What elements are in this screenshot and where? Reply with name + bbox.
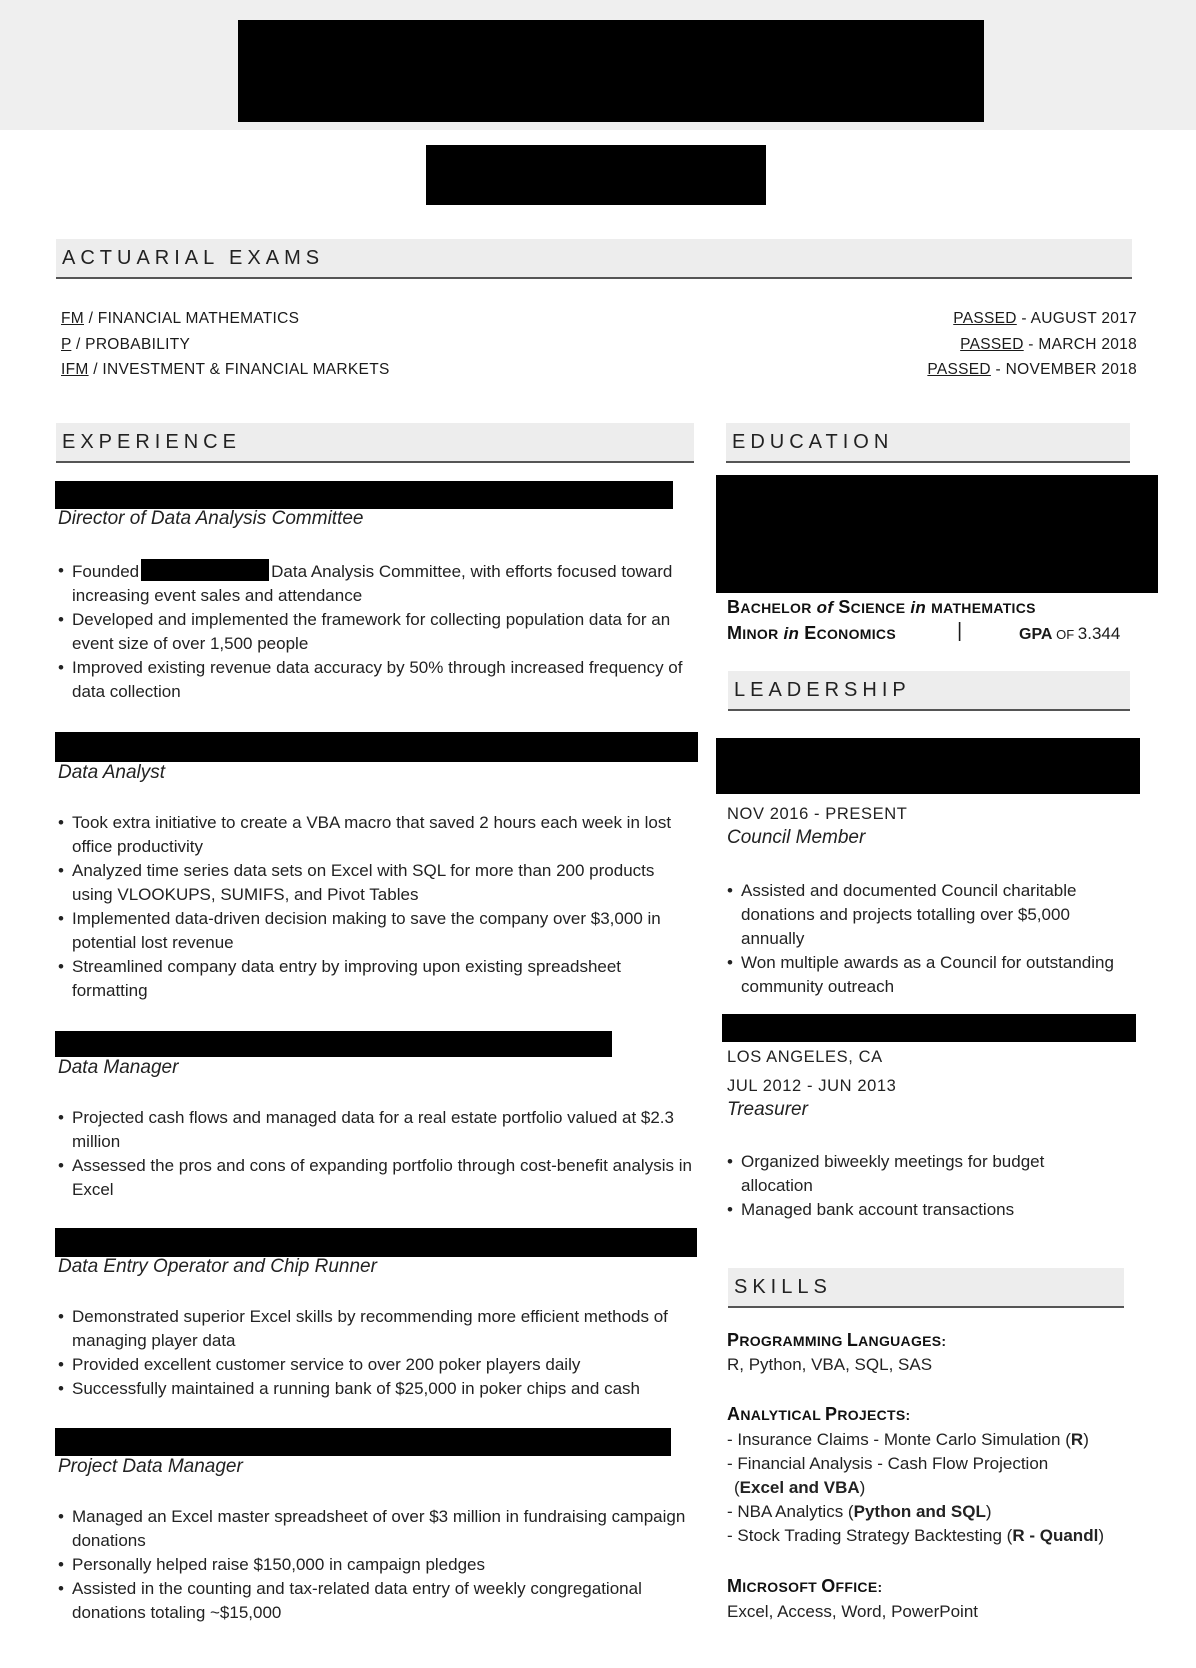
redacted-contact <box>426 145 766 205</box>
job-bullets <box>58 559 698 704</box>
minor-initial: E <box>804 623 817 643</box>
minor-in: in <box>778 624 805 643</box>
gpa <box>1019 624 1120 644</box>
exams-heading: ACTUARIAL EXAMS <box>56 239 1132 279</box>
exam-row-ifm <box>61 358 1137 382</box>
leadership-dates: JUL 2012 - JUN 2013 <box>727 1077 897 1095</box>
list-item: • Managed an Excel master spreadsheet of over $3 million in fundraising campaign donations <box>58 1505 698 1553</box>
project-item <box>727 1428 1089 1452</box>
list-item: • Took extra initiative to create a VBA macro that saved 2 hours each week in lost office productivity <box>58 811 698 859</box>
degree-initial: S <box>838 597 851 617</box>
project-text: ) <box>859 1478 866 1497</box>
degree-word: ACHELOR <box>740 600 812 616</box>
redacted-employer <box>55 481 673 509</box>
projects-heading <box>727 1404 911 1425</box>
list-item: • Organized biweekly meetings for budget allocation <box>727 1150 1117 1198</box>
job-role: Project Data Manager <box>58 1456 243 1477</box>
list-item: • Managed bank account transactions <box>727 1198 1117 1222</box>
project-text: - Insurance Claims - Monte Carlo Simulation ( <box>727 1430 1071 1449</box>
job-role: Data Entry Operator and Chip Runner <box>58 1256 377 1277</box>
exam-status: PASSED <box>960 336 1024 353</box>
redacted-organization <box>722 1014 1136 1042</box>
job-role: Data Manager <box>58 1057 179 1078</box>
leadership-title: Treasurer <box>727 1099 808 1120</box>
exam-row-p <box>61 333 1137 357</box>
exam-code: FM <box>61 310 84 327</box>
degree-in: in <box>905 598 932 617</box>
heading-initial: A <box>727 1404 741 1424</box>
project-text: ) <box>1083 1430 1089 1449</box>
heading-word: ICROSOFT <box>742 1579 822 1595</box>
leadership-title: Council Member <box>727 827 866 848</box>
list-item <box>58 559 698 608</box>
list-item: • Projected cash flows and managed data for a real estate portfolio valued at $2.3 million <box>58 1106 698 1154</box>
heading-initial: L <box>846 1330 859 1350</box>
redacted-organization <box>716 738 1140 794</box>
heading-word: FFICE: <box>835 1579 883 1595</box>
experience-heading: EXPERIENCE <box>56 423 694 463</box>
degree-word: CIENCE <box>850 600 906 616</box>
exam-code: P <box>61 336 72 353</box>
project-text: ) <box>1098 1526 1104 1545</box>
education-heading: EDUCATION <box>726 423 1130 463</box>
office-apps: Excel, Access, Word, PowerPoint <box>727 1602 979 1621</box>
redacted-school <box>716 475 1158 593</box>
project-tool: Excel and VBA <box>739 1478 860 1497</box>
exam-row-fm <box>61 307 1137 331</box>
heading-word: NALYTICAL <box>740 1407 825 1423</box>
list-item: • Developed and implemented the framework for collecting population data for an event size of over 1,500 people <box>58 608 698 656</box>
list-item: • Won multiple awards as a Council for outstanding community outreach <box>727 951 1127 999</box>
heading-word: ROGRAMMING <box>739 1333 847 1349</box>
heading-initial: O <box>821 1576 836 1596</box>
list-item: • Implemented data-driven decision making to save the company over $3,000 in potential lost revenue <box>58 907 698 955</box>
heading-word: ANGUAGES: <box>858 1333 947 1349</box>
gpa-value: 3.344 <box>1077 624 1121 643</box>
office-heading <box>727 1576 882 1597</box>
exam-status: PASSED <box>927 361 991 378</box>
list-item: • Provided excellent customer service to over 200 poker players daily <box>58 1353 708 1377</box>
project-tool: R <box>1070 1430 1084 1449</box>
list-item: • Demonstrated superior Excel skills by recommending more efficient methods of managing player data <box>58 1305 708 1353</box>
job-bullets <box>58 1106 698 1202</box>
redacted-organization <box>141 559 269 581</box>
leadership-heading: LEADERSHIP <box>728 671 1130 711</box>
minor-initial: M <box>727 623 743 643</box>
project-item <box>734 1476 865 1500</box>
heading-initial: P <box>727 1330 740 1350</box>
redacted-employer <box>55 1428 671 1456</box>
heading-initial: P <box>825 1404 838 1424</box>
exam-date: - AUGUST 2017 <box>1016 310 1137 327</box>
project-item <box>727 1452 1048 1476</box>
list-item: • Assessed the pros and cons of expanding portfolio through cost-benefit analysis in Excel <box>58 1154 698 1202</box>
project-text: - Financial Analysis - Cash Flow Projection <box>727 1454 1049 1473</box>
exam-name: / PROBABILITY <box>71 336 191 353</box>
redacted-name <box>238 20 984 122</box>
list-item: • Assisted and documented Council charitable donations and projects totalling over $5,000 annually <box>727 879 1127 951</box>
project-tool: Python and SQL <box>853 1502 986 1521</box>
exam-name: / INVESTMENT & FINANCIAL MARKETS <box>88 361 390 378</box>
list-item: • Streamlined company data entry by improving upon existing spreadsheet formatting <box>58 955 698 1003</box>
degree-of: of <box>811 598 839 617</box>
skills-heading: SKILLS <box>728 1268 1124 1308</box>
project-item <box>727 1500 992 1524</box>
heading-initial: M <box>727 1576 743 1596</box>
heading-word: ROJECTS: <box>837 1407 911 1423</box>
programming-heading <box>727 1330 946 1351</box>
job-role: Director of Data Analysis Committee <box>58 508 364 529</box>
list-item: • Improved existing revenue data accuracy by 50% through increased frequency of data collection <box>58 656 698 704</box>
degree-major: MATHEMATICS <box>931 600 1036 616</box>
job-bullets <box>58 1305 708 1401</box>
gpa-of: OF <box>1052 627 1078 642</box>
list-item: • Personally helped raise $150,000 in campaign pledges <box>58 1553 698 1577</box>
project-text: ( <box>734 1478 740 1497</box>
degree-initial: B <box>727 597 741 617</box>
job-bullets <box>58 811 698 1003</box>
leadership-bullets <box>727 1150 1117 1222</box>
list-item: • Assisted in the counting and tax-related data entry of weekly congregational donations totaling ~$15,000 <box>58 1577 698 1625</box>
leadership-bullets <box>727 879 1127 999</box>
exam-code: IFM <box>61 361 89 378</box>
degree-line <box>727 597 1036 618</box>
leadership-location: LOS ANGELES, CA <box>727 1048 883 1066</box>
exam-status: PASSED <box>953 310 1017 327</box>
redacted-employer <box>55 1228 697 1257</box>
minor-word: CONOMICS <box>816 626 896 642</box>
project-item <box>727 1524 1104 1548</box>
redacted-employer <box>55 1031 612 1057</box>
gpa-label: GPA <box>1019 626 1053 643</box>
exam-date: - MARCH 2018 <box>1023 336 1137 353</box>
project-tool: R - Quandl <box>1012 1526 1099 1545</box>
programming-languages: R, Python, VBA, SQL, SAS <box>727 1355 933 1374</box>
project-text: - Stock Trading Strategy Backtesting ( <box>727 1526 1013 1545</box>
bullet-text: Data Analysis Committee, with efforts focused toward increasing event sales and attendance <box>72 562 673 605</box>
exam-date: - NOVEMBER 2018 <box>990 361 1137 378</box>
founded-word: Founded <box>72 562 140 581</box>
gpa-separator: | <box>957 620 963 642</box>
minor-word: INOR <box>742 626 779 642</box>
list-item: • Successfully maintained a running bank of $25,000 in poker chips and cash <box>58 1377 708 1401</box>
job-role: Data Analyst <box>58 762 166 783</box>
project-text: ) <box>985 1502 992 1521</box>
project-text: - NBA Analytics ( <box>727 1502 854 1521</box>
job-bullets <box>58 1505 698 1625</box>
leadership-dates: NOV 2016 - PRESENT <box>727 805 908 823</box>
exam-name: / FINANCIAL MATHEMATICS <box>83 310 300 327</box>
redacted-employer <box>55 732 698 762</box>
list-item: • Analyzed time series data sets on Excel with SQL for more than 200 products using VLOOKUPS, SUMIFS, and Pivot Tables <box>58 859 698 907</box>
minor-line <box>727 623 896 644</box>
